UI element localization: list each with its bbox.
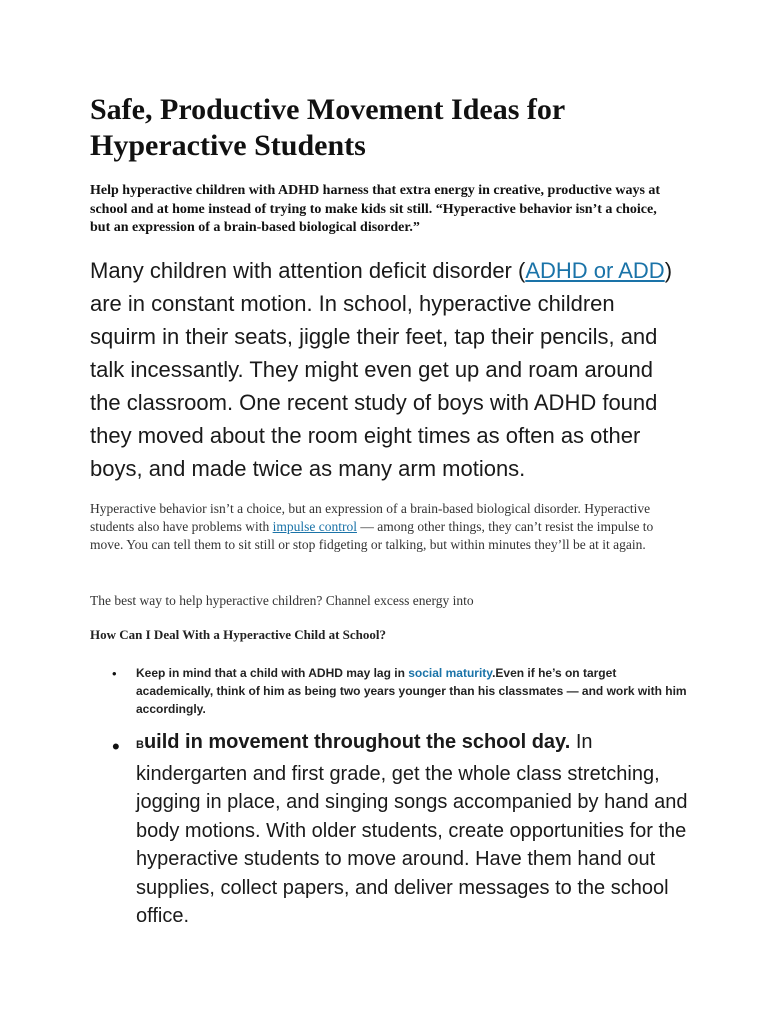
bullet-icon: • xyxy=(112,666,117,681)
intro-paragraph xyxy=(90,254,680,485)
bullet-text xyxy=(136,728,690,931)
bullet2-lead-letter: B xyxy=(136,739,144,751)
impulse-control-link[interactable]: impulse control xyxy=(272,519,357,534)
section-subheading: How Can I Deal With a Hyperactive Child at School? xyxy=(90,627,387,642)
adhd-link[interactable]: ADHD or ADD xyxy=(525,258,665,283)
intro-text-before: Many children with attention deficit disorder ( xyxy=(90,258,526,283)
behavior-paragraph xyxy=(90,500,670,554)
bullet1-text-after: .Even if he’s on target academically, think of him as being two years younger than his classmates — and work with him accordingly. xyxy=(136,666,687,716)
bullet2-body: In kindergarten and first grade, get the whole class stretching, jogging in place, and singing songs accompanied by hand and body motions. With older students, create opportunities for the hyperactive students to move around. Have them hand out supplies, collect papers, and deliver messages to the school office. xyxy=(136,731,688,927)
bullet-list-2 xyxy=(90,728,690,931)
behavior-text-after: — among other things, they can’t resist the impulse to move. You can tell them to sit still or stop fidgeting or talking, but within minutes they’ll be at it again. xyxy=(90,519,654,552)
list-item xyxy=(90,728,690,931)
bullet1-text-before: Keep in mind that a child with ADHD may lag in xyxy=(136,666,409,680)
social-maturity-link[interactable]: social maturity xyxy=(408,666,493,680)
list-item xyxy=(90,664,690,718)
bullet-icon: • xyxy=(112,734,120,759)
behavior-text-before: Hyperactive behavior isn’t a choice, but an expression of a brain-based biological disorder. Hyperactive students also have problems with xyxy=(90,501,651,534)
article-lede: Help hyperactive children with ADHD harness that extra energy in creative, productive ways at school and at home instead of trying to make kids sit still. “Hyperactive behavior isn’t a choice, but an expression of a brain-based biological disorder.” xyxy=(90,183,661,235)
article-title: Safe, Productive Movement Ideas for Hyperactive Students xyxy=(90,93,565,162)
bullet-text xyxy=(136,664,690,718)
bullet2-lead-heading: uild in movement throughout the school day. xyxy=(143,731,571,753)
channel-energy-paragraph: The best way to help hyperactive children? Channel excess energy into xyxy=(90,593,474,608)
intro-text-after: ) are in constant motion. In school, hyperactive children squirm in their seats, jiggle their feet, tap their pencils, and talk incessantly. They might even get up and roam around the classroom. One recent study of boys with ADHD found they moved about the room eight times as often as other boys, and made twice as many arm motions. xyxy=(90,258,673,481)
bullet-list-1 xyxy=(90,664,690,718)
